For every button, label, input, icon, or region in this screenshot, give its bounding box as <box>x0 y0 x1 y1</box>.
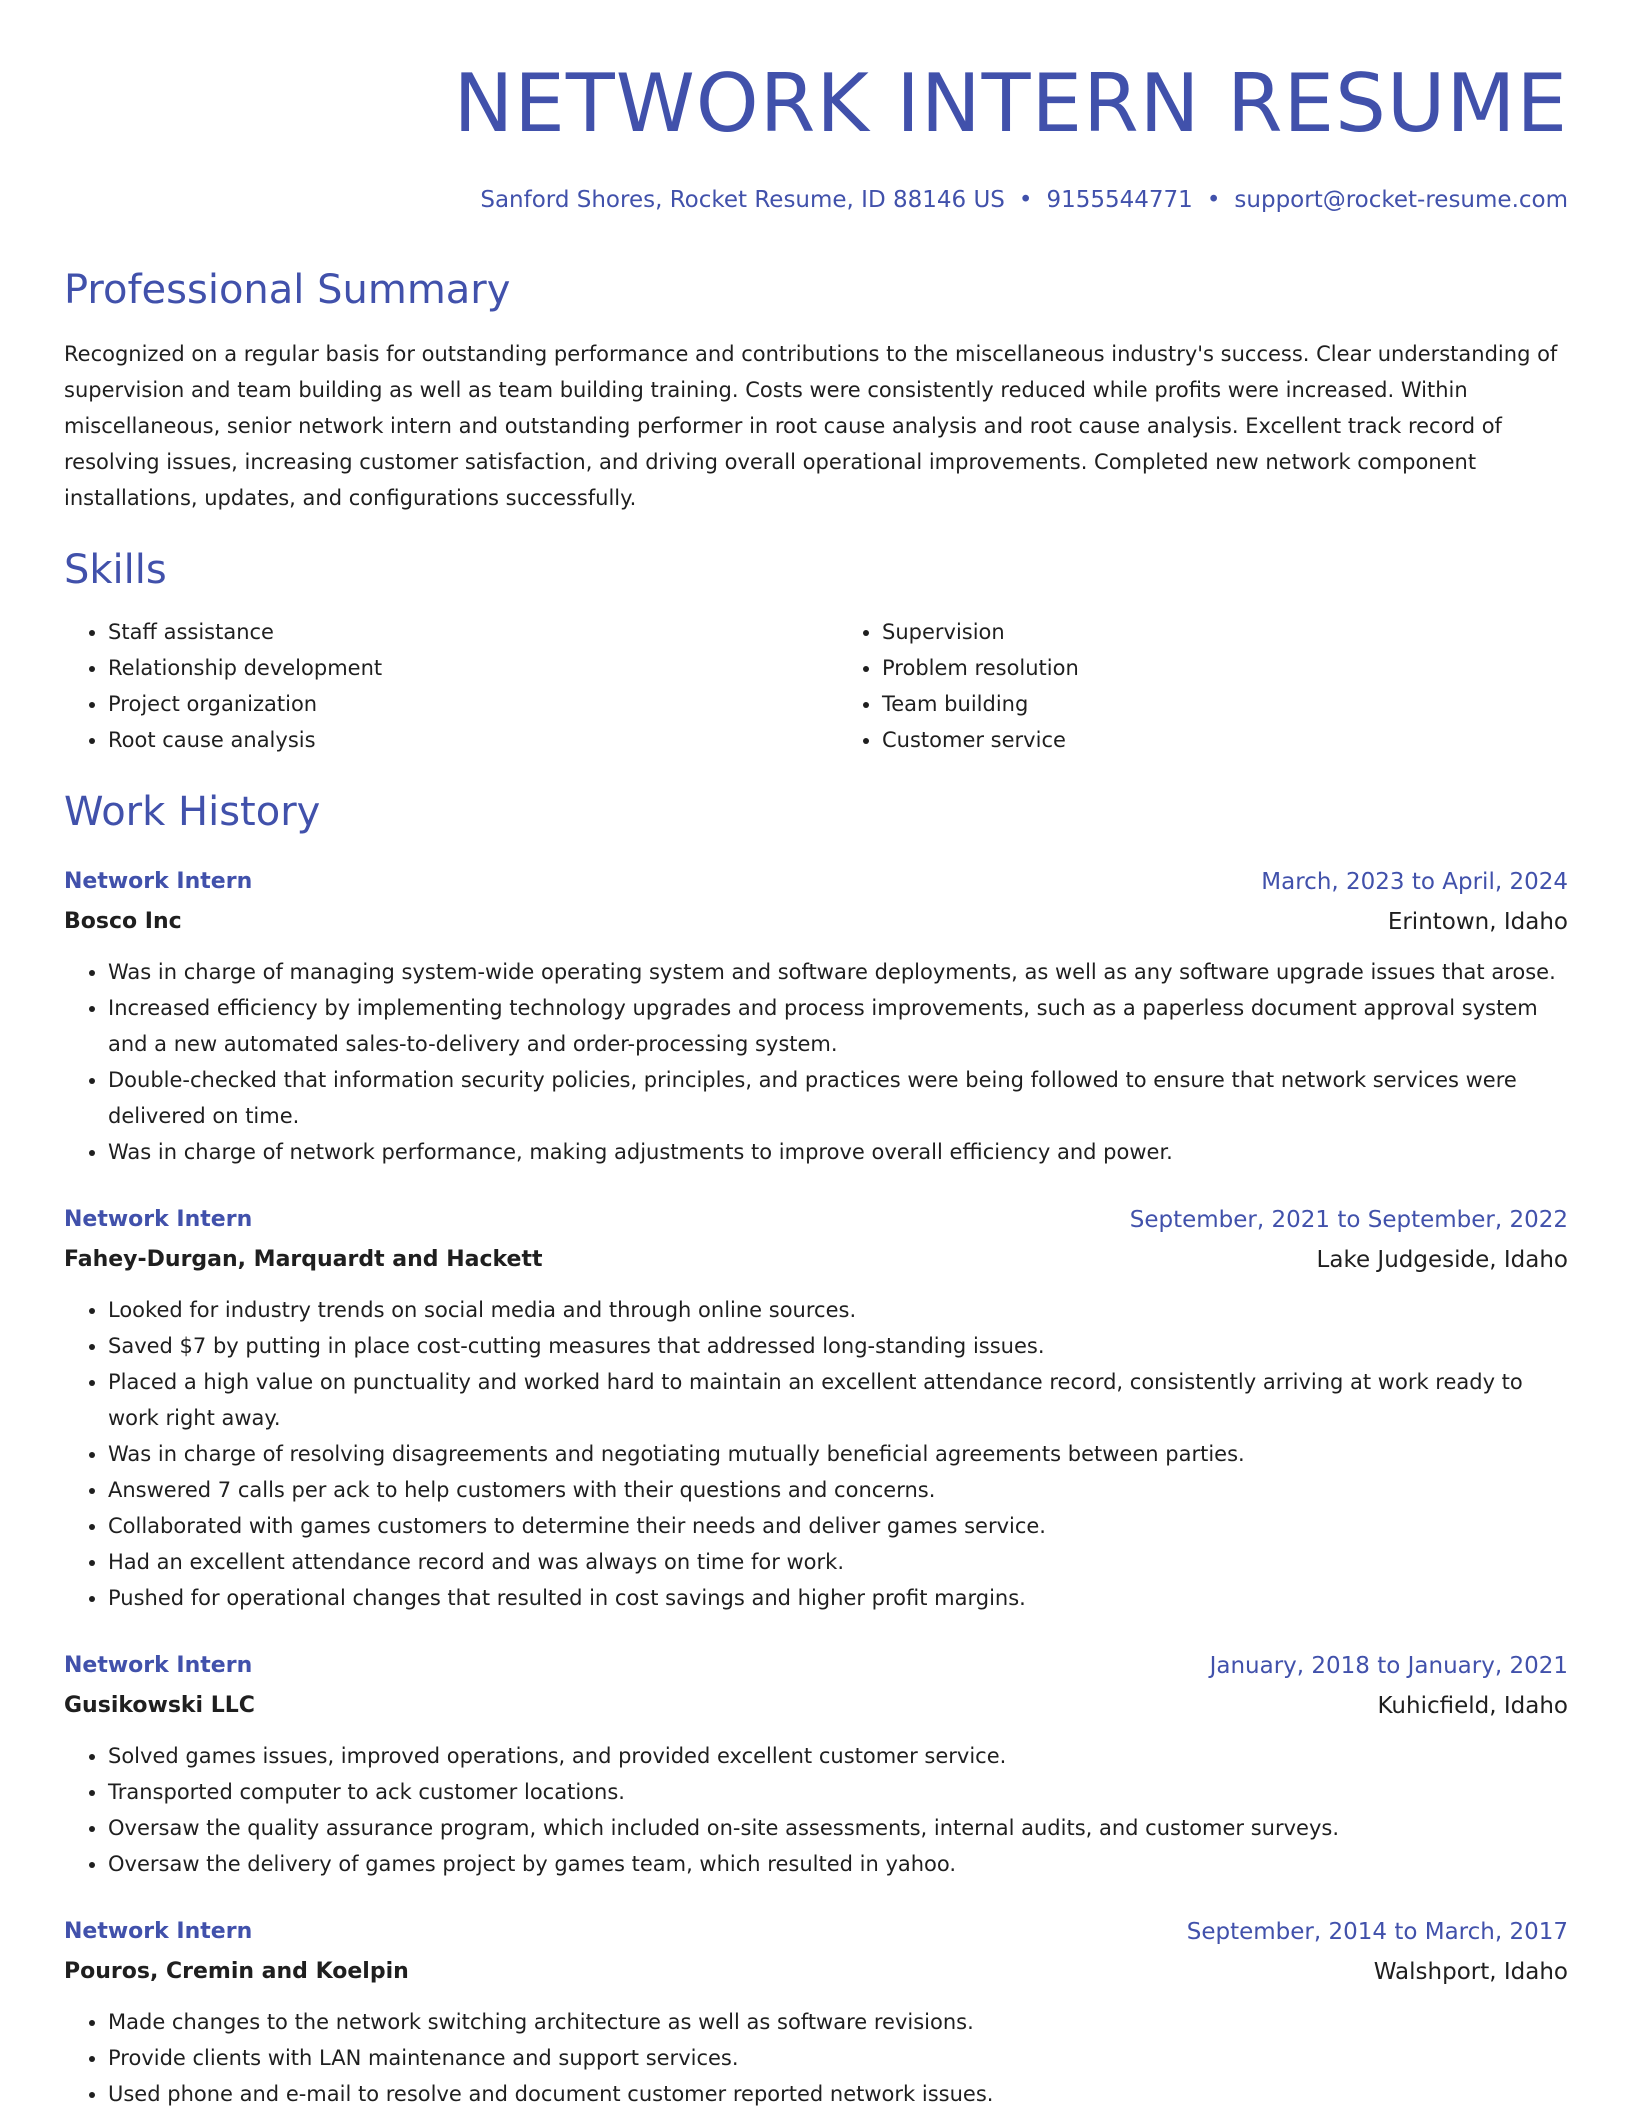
contact-phone: 9155544771 <box>1046 187 1193 213</box>
job-dates: January, 2018 to January, 2021 <box>1209 1653 1568 1679</box>
job-entry <box>64 862 1568 1170</box>
job-bullet: • Was in charge of resolving disagreements and negotiating mutually beneficial agreements between parties. <box>108 1436 1568 1472</box>
job-title: Network Intern <box>64 1653 253 1678</box>
job-header <box>64 862 1568 902</box>
job-bullet: • Solved games issues, improved operations, and provided excellent customer service. <box>108 1738 1568 1774</box>
job-location: Lake Judgeside, Idaho <box>1316 1247 1568 1273</box>
job-entry <box>64 1200 1568 1616</box>
skills-column-left <box>64 614 794 758</box>
job-header <box>64 1646 1568 1686</box>
job-bullet: • Had an excellent attendance record and was always on time for work. <box>108 1544 1568 1580</box>
job-bullet: • Provide clients with LAN maintenance and support services. <box>108 2040 1568 2076</box>
section-title-work-history: Work History <box>64 789 321 835</box>
job-entry <box>64 1646 1568 1882</box>
job-title: Network Intern <box>64 1919 253 1944</box>
job-bullets <box>64 1292 1568 1616</box>
job-bullets <box>64 954 1568 1170</box>
skills-list <box>64 614 1568 758</box>
job-bullet: • Answered 7 calls per ack to help customers with their questions and concerns. <box>108 1472 1568 1508</box>
skill-item: • Supervision <box>882 614 1568 650</box>
job-header <box>64 1912 1568 1952</box>
job-bullets <box>64 1738 1568 1882</box>
job-company: Pouros, Cremin and Koelpin <box>64 1959 409 1984</box>
contact-email: support@rocket-resume.com <box>1234 187 1568 213</box>
job-company: Bosco Inc <box>64 909 182 934</box>
skill-item: • Team building <box>882 686 1568 722</box>
job-bullet: • Looked for industry trends on social media and through online sources. <box>108 1292 1568 1328</box>
skill-item: • Project organization <box>108 686 794 722</box>
job-bullet: • Used phone and e-mail to resolve and document customer reported network issues. <box>108 2076 1568 2112</box>
job-subheader <box>64 902 1568 942</box>
skills-column-right <box>794 614 1568 758</box>
section-title-summary: Professional Summary <box>64 267 511 313</box>
skill-item: • Relationship development <box>108 650 794 686</box>
contact-address: Sanford Shores, Rocket Resume, ID 88146 US <box>480 187 1005 213</box>
job-company: Gusikowski LLC <box>64 1693 255 1718</box>
skill-item: • Customer service <box>882 722 1568 758</box>
job-bullet: • Double-checked that information security policies, principles, and practices were being followed to ensure that network services were delivered on time. <box>108 1062 1568 1134</box>
job-bullet: • Oversaw the quality assurance program, which included on-site assessments, internal audits, and customer surveys. <box>108 1810 1568 1846</box>
job-bullet: • Pushed for operational changes that resulted in cost savings and higher profit margins. <box>108 1580 1568 1616</box>
job-bullet: • Was in charge of network performance, making adjustments to improve overall efficiency and power. <box>108 1134 1568 1170</box>
contact-separator: • <box>1018 187 1033 213</box>
job-bullet: • Oversaw the delivery of games project by games team, which resulted in yahoo. <box>108 1846 1568 1882</box>
job-bullet: • Was in charge of managing system-wide operating system and software deployments, as well as any software upgrade issues that arose. <box>108 954 1568 990</box>
job-bullet: • Saved $7 by putting in place cost-cutting measures that addressed long-standing issues. <box>108 1328 1568 1364</box>
job-bullets <box>64 2004 1568 2112</box>
skill-item: • Staff assistance <box>108 614 794 650</box>
job-bullet: • Transported computer to ack customer locations. <box>108 1774 1568 1810</box>
job-subheader <box>64 1686 1568 1726</box>
job-company: Fahey-Durgan, Marquardt and Hackett <box>64 1247 543 1272</box>
job-location: Walshport, Idaho <box>1373 1959 1568 1985</box>
contact-separator: • <box>1206 187 1221 213</box>
skill-item: • Root cause analysis <box>108 722 794 758</box>
job-subheader <box>64 1952 1568 1992</box>
job-dates: September, 2021 to September, 2022 <box>1129 1207 1568 1233</box>
contact-line <box>64 182 1568 218</box>
job-dates: March, 2023 to April, 2024 <box>1261 869 1568 895</box>
job-dates: September, 2014 to March, 2017 <box>1186 1919 1568 1945</box>
job-entry <box>64 1912 1568 2112</box>
job-bullet: • Increased efficiency by implementing technology upgrades and process improvements, such as a paperless document approval system and a new automated sales-to-delivery and order-processing system. <box>108 990 1568 1062</box>
job-bullet: • Made changes to the network switching architecture as well as software revisions. <box>108 2004 1568 2040</box>
job-title: Network Intern <box>64 869 253 894</box>
job-header <box>64 1200 1568 1240</box>
job-title: Network Intern <box>64 1207 253 1232</box>
summary-text: Recognized on a regular basis for outstanding performance and contributions to the miscellaneous industry's success. Clear understanding of supervision and team building as well as team building training. Costs were consistently reduced while profits were increased. Within miscellaneous, senior network intern and outstanding performer in root cause analysis and root cause analysis. Excellent track record of resolving issues, increasing customer satisfaction, and driving overall operational improvements. Completed new network component installations, updates, and configurations successfully. <box>64 342 1558 510</box>
job-location: Erintown, Idaho <box>1387 909 1568 935</box>
job-bullet: • Collaborated with games customers to determine their needs and deliver games service. <box>108 1508 1568 1544</box>
resume-title: NETWORK INTERN RESUME <box>453 57 1568 150</box>
section-title-skills: Skills <box>64 547 167 593</box>
job-bullet: • Placed a high value on punctuality and worked hard to maintain an excellent attendance record, consistently arriving at work ready to work right away. <box>108 1364 1568 1436</box>
job-location: Kuhicfield, Idaho <box>1377 1693 1568 1719</box>
skill-item: • Problem resolution <box>882 650 1568 686</box>
job-subheader <box>64 1240 1568 1280</box>
